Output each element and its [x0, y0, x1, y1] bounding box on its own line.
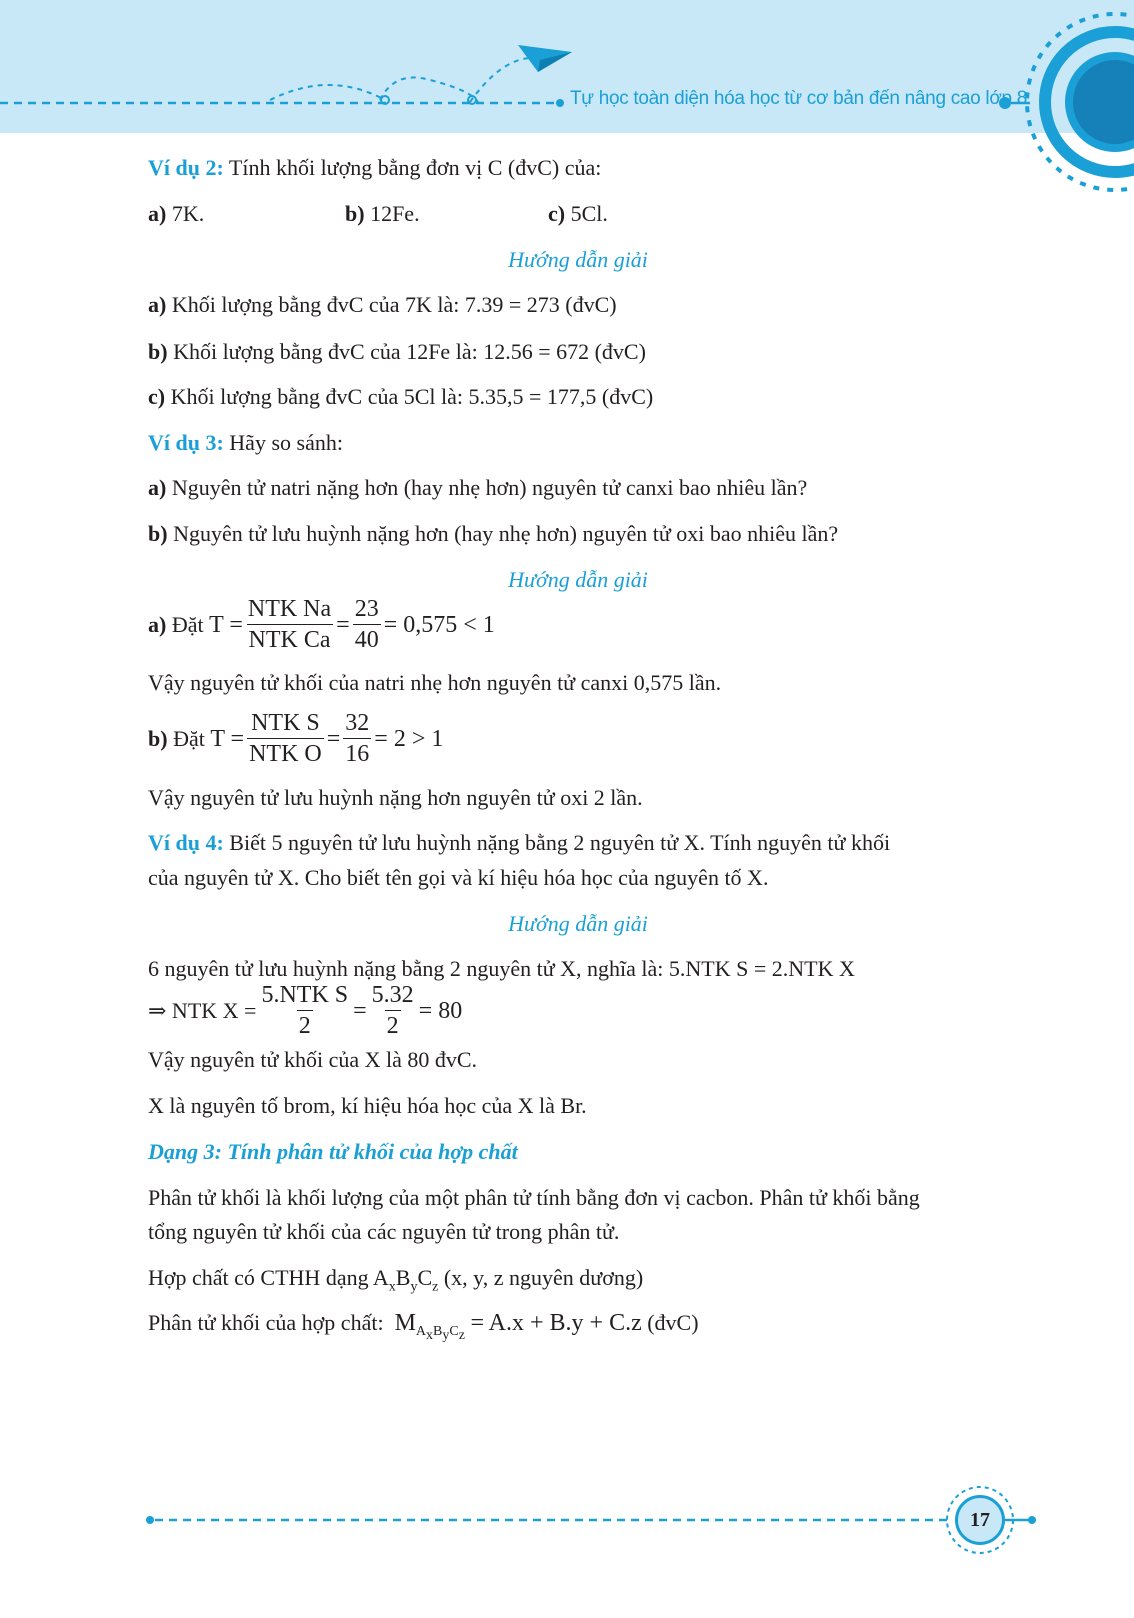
- example-3-label: Ví dụ 3:: [148, 430, 224, 455]
- subscript: C: [449, 1324, 459, 1340]
- fraction: [343, 708, 371, 769]
- example-3-text: Hãy so sánh:: [229, 430, 343, 455]
- solution-label: b): [148, 725, 168, 751]
- option-c-label: c): [548, 201, 566, 226]
- math-result: = 0,575 < 1: [383, 611, 495, 638]
- molecular-mass-formula-line: [148, 1309, 699, 1350]
- compound-formula-line: [148, 1264, 643, 1301]
- fraction: [259, 980, 350, 1041]
- guide-heading: Hướng dẫn giải: [508, 567, 648, 592]
- solution-prefix: Đặt: [173, 725, 205, 751]
- fraction-denominator: 2: [385, 1010, 401, 1041]
- option-c-text: 5Cl.: [570, 201, 608, 226]
- math-result: = 80: [418, 997, 463, 1024]
- example-3-question-b: [148, 520, 838, 548]
- solution-text: Khối lượng bằng đvC của 12Fe là: 12.56 = 672 (đvC): [173, 339, 646, 364]
- section-title: Dạng 3: Tính phân tử khối của hợp chất: [148, 1139, 518, 1164]
- fraction-numerator: NTK S: [251, 710, 320, 736]
- section-paragraph-line1: Phân tử khối là khối lượng của một phân tử tính bằng đơn vị cacbon. Phân tử khối bằng: [148, 1185, 920, 1210]
- question-label: b): [148, 521, 168, 546]
- math-variable: M: [394, 1310, 416, 1336]
- solution-prefix: Đặt: [171, 611, 204, 637]
- fraction-numerator: 5.NTK S: [261, 982, 349, 1008]
- example-4-solution-line4: X là nguyên tố brom, kí hiệu hóa học của X là Br.: [148, 1093, 587, 1118]
- subscript: y: [410, 1279, 418, 1295]
- fraction-numerator: 5.32: [371, 982, 414, 1008]
- example-3-conclusion-b: Vậy nguyên tử lưu huỳnh nặng hơn nguyên tử oxi 2 lần.: [148, 785, 643, 810]
- solution-label: c): [148, 384, 166, 409]
- equals-sign: =: [353, 997, 367, 1024]
- section-paragraph-line2: tổng nguyên tử khối của các nguyên tử trong phân tử.: [148, 1219, 620, 1244]
- example-2-solution-a: [148, 291, 617, 319]
- question-label: a): [148, 475, 167, 500]
- example-2-option-b: [345, 200, 420, 228]
- example-3-solution-b: [148, 708, 443, 769]
- math-prefix: ⇒ NTK X =: [148, 997, 257, 1023]
- fraction: [370, 980, 416, 1041]
- subscript: z: [458, 1328, 465, 1344]
- solution-label: b): [148, 339, 168, 364]
- formula-element: B: [395, 1265, 411, 1290]
- fraction-denominator: NTK Ca: [247, 624, 333, 655]
- example-2-label: Ví dụ 2:: [148, 155, 224, 180]
- example-4-text-line2: của nguyên tử X. Cho biết tên gọi và kí hiệu hóa học của nguyên tố X.: [148, 865, 769, 890]
- fraction-denominator: NTK O: [247, 738, 324, 769]
- fraction-numerator: NTK Na: [247, 596, 332, 622]
- fraction-denominator: 2: [297, 1010, 313, 1041]
- guide-heading: Hướng dẫn giải: [508, 247, 648, 272]
- example-2-heading: [148, 154, 601, 182]
- example-2-solution-c: [148, 383, 653, 411]
- math-result: = 2 > 1: [374, 725, 444, 752]
- subscript: B: [433, 1324, 443, 1340]
- solution-label: a): [148, 611, 167, 637]
- fraction: [353, 594, 381, 655]
- subscript: z: [432, 1279, 439, 1295]
- option-b-label: b): [345, 201, 365, 226]
- fraction-numerator: 23: [354, 596, 379, 622]
- target-circle-icon: [1027, 14, 1134, 190]
- example-3-question-a: [148, 474, 807, 502]
- example-2-text: Tính khối lượng bằng đơn vị C (đvC) của:: [228, 155, 602, 180]
- equals-sign: =: [326, 725, 341, 752]
- example-3-heading: [148, 429, 343, 457]
- subscript: A: [415, 1324, 427, 1340]
- math-variable: T =: [210, 725, 245, 752]
- subscript: x: [426, 1328, 434, 1344]
- fraction: [246, 594, 333, 655]
- equals-sign: =: [336, 611, 350, 638]
- formula-element: C: [417, 1265, 433, 1290]
- math-variable: T =: [209, 611, 243, 638]
- option-a-text: 7K.: [171, 201, 205, 226]
- fraction-denominator: 40: [353, 624, 381, 655]
- question-text: Nguyên tử natri nặng hơn (hay nhẹ hơn) nguyên tử canxi bao nhiêu lần?: [171, 475, 808, 500]
- guide-heading: Hướng dẫn giải: [508, 911, 648, 936]
- formula-unit: (đvC): [647, 1310, 699, 1335]
- option-b-text: 12Fe.: [370, 201, 420, 226]
- formula-prefix: Hợp chất có CTHH dạng A: [148, 1265, 389, 1290]
- fraction-numerator: 32: [345, 710, 370, 736]
- example-4-solution-line3: Vậy nguyên tử khối của X là 80 đvC.: [148, 1047, 478, 1072]
- example-4-heading: [148, 829, 890, 857]
- question-text: Nguyên tử lưu huỳnh nặng hơn (hay nhẹ hơn) nguyên tử oxi bao nhiêu lần?: [173, 521, 839, 546]
- example-2-solution-b: [148, 338, 646, 366]
- example-2-option-c: [548, 200, 608, 228]
- example-3-conclusion-a: Vậy nguyên tử khối của natri nhẹ hơn nguyên tử canxi 0,575 lần.: [148, 670, 722, 695]
- page-number: 17: [955, 1495, 1005, 1545]
- formula-suffix: (x, y, z nguyên dương): [438, 1265, 644, 1290]
- formula-prefix: Phân tử khối của hợp chất:: [148, 1310, 384, 1335]
- fraction-denominator: 16: [343, 738, 371, 769]
- example-4-label: Ví dụ 4:: [148, 830, 224, 855]
- example-4-solution-line1: 6 nguyên tử lưu huỳnh nặng bằng 2 nguyên tử X, nghĩa là: 5.NTK S = 2.NTK X: [148, 956, 855, 981]
- example-4-solution-formula: [148, 980, 462, 1041]
- fraction: [247, 708, 324, 769]
- subscript: x: [388, 1279, 396, 1295]
- solution-text: Khối lượng bằng đvC của 7K là: 7.39 = 273 (đvC): [171, 292, 617, 317]
- header-title: Tự học toàn diện hóa học từ cơ bản đến nâng cao lớp 8: [570, 88, 1027, 109]
- example-4-text: Biết 5 nguyên tử lưu huỳnh nặng bằng 2 nguyên tử X. Tính nguyên tử khối: [229, 830, 891, 855]
- solution-text: Khối lượng bằng đvC của 5Cl là: 5.35,5 = 177,5 (đvC): [170, 384, 654, 409]
- subscript: y: [442, 1328, 450, 1344]
- header-decoration: [0, 0, 1134, 230]
- example-3-solution-a: [148, 594, 495, 655]
- solution-label: a): [148, 292, 167, 317]
- option-a-label: a): [148, 201, 167, 226]
- math-formula: = A.x + B.y + C.z: [470, 1310, 642, 1336]
- example-2-option-a: [148, 200, 204, 228]
